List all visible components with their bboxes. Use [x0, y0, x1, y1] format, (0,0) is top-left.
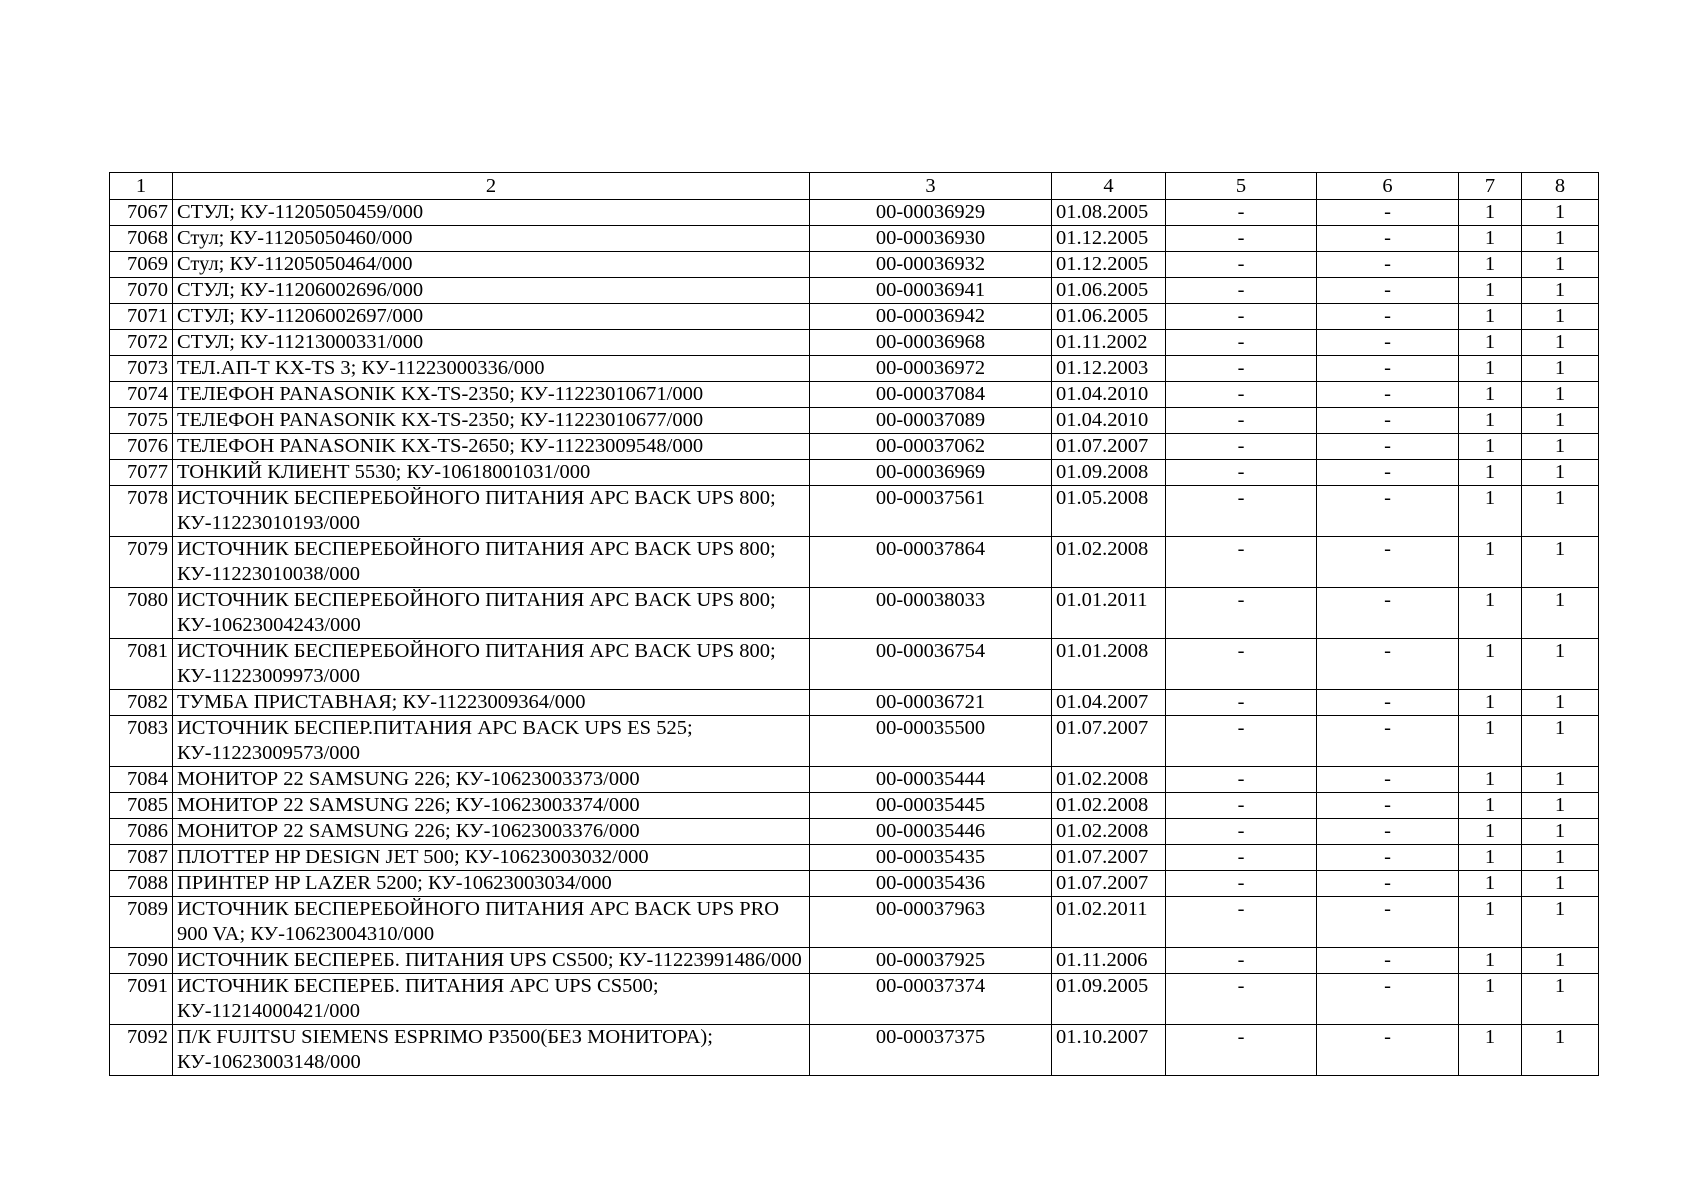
column-5-cell: -: [1166, 252, 1317, 278]
column-8-cell: 1: [1522, 974, 1599, 1025]
table-row: [110, 690, 1599, 716]
column-7-cell: 1: [1459, 486, 1522, 537]
row-number-cell: 7092: [110, 1025, 173, 1076]
column-8-cell: 1: [1522, 356, 1599, 382]
inventory-number-cell: 00-00036754: [810, 639, 1052, 690]
table-row: [110, 588, 1599, 639]
column-5-cell: -: [1166, 871, 1317, 897]
date-cell: 01.06.2005: [1052, 304, 1166, 330]
column-6-cell: -: [1317, 845, 1459, 871]
column-5-cell: -: [1166, 226, 1317, 252]
item-name-cell: МОНИТОР 22 SAMSUNG 226; КУ-10623003373/000: [173, 767, 810, 793]
inventory-number-cell: 00-00036929: [810, 200, 1052, 226]
inventory-number-cell: 00-00035445: [810, 793, 1052, 819]
item-name-cell: ИСТОЧНИК БЕСПЕРЕБОЙНОГО ПИТАНИЯ APC BACK UPS 800; КУ-10623004243/000: [173, 588, 810, 639]
table-row: [110, 845, 1599, 871]
item-name-cell: МОНИТОР 22 SAMSUNG 226; КУ-10623003374/000: [173, 793, 810, 819]
column-6-cell: -: [1317, 1025, 1459, 1076]
column-6-cell: -: [1317, 716, 1459, 767]
row-number-cell: 7068: [110, 226, 173, 252]
column-6-cell: -: [1317, 304, 1459, 330]
header-cell-1: 1: [110, 173, 173, 200]
item-name-cell: П/К FUJITSU SIEMENS ESPRIMO P3500(БЕЗ МОНИТОРА); КУ-10623003148/000: [173, 1025, 810, 1076]
table-row: [110, 200, 1599, 226]
inventory-number-cell: 00-00035500: [810, 716, 1052, 767]
row-number-cell: 7075: [110, 408, 173, 434]
column-8-cell: 1: [1522, 278, 1599, 304]
header-cell-4: 4: [1052, 173, 1166, 200]
table-row: [110, 460, 1599, 486]
row-number-cell: 7078: [110, 486, 173, 537]
column-7-cell: 1: [1459, 690, 1522, 716]
item-name-cell: ТЕЛЕФОН PANASONIK KX-TS-2350; КУ-11223010677/000: [173, 408, 810, 434]
column-5-cell: -: [1166, 304, 1317, 330]
column-5-cell: -: [1166, 1025, 1317, 1076]
date-cell: 01.01.2011: [1052, 588, 1166, 639]
column-6-cell: -: [1317, 974, 1459, 1025]
table-body: [110, 200, 1599, 1076]
item-name-cell: ИСТОЧНИК БЕСПЕРЕБОЙНОГО ПИТАНИЯ APC BACK UPS 800; КУ-11223009973/000: [173, 639, 810, 690]
date-cell: 01.12.2005: [1052, 252, 1166, 278]
date-cell: 01.07.2007: [1052, 716, 1166, 767]
column-7-cell: 1: [1459, 897, 1522, 948]
column-8-cell: 1: [1522, 716, 1599, 767]
column-7-cell: 1: [1459, 537, 1522, 588]
column-8-cell: 1: [1522, 819, 1599, 845]
inventory-number-cell: 00-00037062: [810, 434, 1052, 460]
column-5-cell: -: [1166, 897, 1317, 948]
column-6-cell: -: [1317, 793, 1459, 819]
column-7-cell: 1: [1459, 252, 1522, 278]
column-7-cell: 1: [1459, 716, 1522, 767]
table-row: [110, 252, 1599, 278]
column-6-cell: -: [1317, 819, 1459, 845]
table-row: [110, 226, 1599, 252]
row-number-cell: 7070: [110, 278, 173, 304]
column-6-cell: -: [1317, 226, 1459, 252]
row-number-cell: 7083: [110, 716, 173, 767]
row-number-cell: 7069: [110, 252, 173, 278]
column-5-cell: -: [1166, 588, 1317, 639]
table-row: [110, 767, 1599, 793]
date-cell: 01.07.2007: [1052, 845, 1166, 871]
header-cell-7: 7: [1459, 173, 1522, 200]
date-cell: 01.05.2008: [1052, 486, 1166, 537]
column-6-cell: -: [1317, 948, 1459, 974]
column-6-cell: -: [1317, 486, 1459, 537]
column-7-cell: 1: [1459, 588, 1522, 639]
column-7-cell: 1: [1459, 278, 1522, 304]
column-5-cell: -: [1166, 434, 1317, 460]
column-6-cell: -: [1317, 588, 1459, 639]
date-cell: 01.06.2005: [1052, 278, 1166, 304]
table-row: [110, 434, 1599, 460]
item-name-cell: МОНИТОР 22 SAMSUNG 226; КУ-10623003376/000: [173, 819, 810, 845]
column-6-cell: -: [1317, 278, 1459, 304]
table-row: [110, 716, 1599, 767]
inventory-number-cell: 00-00035436: [810, 871, 1052, 897]
date-cell: 01.11.2006: [1052, 948, 1166, 974]
inventory-number-cell: 00-00037963: [810, 897, 1052, 948]
date-cell: 01.12.2005: [1052, 226, 1166, 252]
column-6-cell: -: [1317, 200, 1459, 226]
table-row: [110, 356, 1599, 382]
column-8-cell: 1: [1522, 537, 1599, 588]
column-6-cell: -: [1317, 330, 1459, 356]
table-row: [110, 278, 1599, 304]
header-cell-2: 2: [173, 173, 810, 200]
row-number-cell: 7086: [110, 819, 173, 845]
column-7-cell: 1: [1459, 974, 1522, 1025]
row-number-cell: 7089: [110, 897, 173, 948]
row-number-cell: 7085: [110, 793, 173, 819]
column-8-cell: 1: [1522, 897, 1599, 948]
item-name-cell: ИСТОЧНИК БЕСПЕРЕБ. ПИТАНИЯ APC UPS CS500; КУ-11214000421/000: [173, 974, 810, 1025]
table-row: [110, 408, 1599, 434]
column-6-cell: -: [1317, 434, 1459, 460]
table-row: [110, 819, 1599, 845]
inventory-number-cell: 00-00036930: [810, 226, 1052, 252]
table-row: [110, 486, 1599, 537]
row-number-cell: 7091: [110, 974, 173, 1025]
inventory-number-cell: 00-00037089: [810, 408, 1052, 434]
inventory-number-cell: 00-00037925: [810, 948, 1052, 974]
column-7-cell: 1: [1459, 382, 1522, 408]
header-cell-8: 8: [1522, 173, 1599, 200]
row-number-cell: 7077: [110, 460, 173, 486]
column-5-cell: -: [1166, 200, 1317, 226]
item-name-cell: ТЕЛ.АП-Т KX-TS 3; КУ-11223000336/000: [173, 356, 810, 382]
date-cell: 01.02.2008: [1052, 767, 1166, 793]
item-name-cell: ТЕЛЕФОН PANASONIK KX-TS-2350; КУ-11223010671/000: [173, 382, 810, 408]
row-number-cell: 7082: [110, 690, 173, 716]
header-cell-5: 5: [1166, 173, 1317, 200]
column-8-cell: 1: [1522, 845, 1599, 871]
table-row: [110, 639, 1599, 690]
column-8-cell: 1: [1522, 588, 1599, 639]
table-row: [110, 537, 1599, 588]
table-header-row: [110, 173, 1599, 200]
inventory-number-cell: 00-00036969: [810, 460, 1052, 486]
column-5-cell: -: [1166, 382, 1317, 408]
row-number-cell: 7072: [110, 330, 173, 356]
column-8-cell: 1: [1522, 304, 1599, 330]
row-number-cell: 7076: [110, 434, 173, 460]
date-cell: 01.02.2008: [1052, 793, 1166, 819]
inventory-number-cell: 00-00035435: [810, 845, 1052, 871]
column-5-cell: -: [1166, 948, 1317, 974]
date-cell: 01.04.2010: [1052, 408, 1166, 434]
date-cell: 01.09.2008: [1052, 460, 1166, 486]
column-6-cell: -: [1317, 460, 1459, 486]
date-cell: 01.02.2008: [1052, 537, 1166, 588]
inventory-number-cell: 00-00036941: [810, 278, 1052, 304]
column-6-cell: -: [1317, 690, 1459, 716]
column-6-cell: -: [1317, 639, 1459, 690]
column-7-cell: 1: [1459, 330, 1522, 356]
column-7-cell: 1: [1459, 767, 1522, 793]
column-7-cell: 1: [1459, 356, 1522, 382]
row-number-cell: 7088: [110, 871, 173, 897]
column-7-cell: 1: [1459, 1025, 1522, 1076]
item-name-cell: ТЕЛЕФОН PANASONIK KX-TS-2650; КУ-11223009548/000: [173, 434, 810, 460]
inventory-number-cell: 00-00037375: [810, 1025, 1052, 1076]
date-cell: 01.11.2002: [1052, 330, 1166, 356]
column-7-cell: 1: [1459, 408, 1522, 434]
column-7-cell: 1: [1459, 948, 1522, 974]
column-6-cell: -: [1317, 408, 1459, 434]
column-8-cell: 1: [1522, 948, 1599, 974]
column-8-cell: 1: [1522, 434, 1599, 460]
column-8-cell: 1: [1522, 871, 1599, 897]
date-cell: 01.01.2008: [1052, 639, 1166, 690]
inventory-number-cell: 00-00037561: [810, 486, 1052, 537]
column-8-cell: 1: [1522, 252, 1599, 278]
table-row: [110, 897, 1599, 948]
item-name-cell: ИСТОЧНИК БЕСПЕРЕБ. ПИТАНИЯ UPS CS500; КУ-11223991486/000: [173, 948, 810, 974]
table-row: [110, 871, 1599, 897]
inventory-number-cell: 00-00037374: [810, 974, 1052, 1025]
date-cell: 01.02.2008: [1052, 819, 1166, 845]
column-7-cell: 1: [1459, 793, 1522, 819]
date-cell: 01.04.2010: [1052, 382, 1166, 408]
column-8-cell: 1: [1522, 200, 1599, 226]
column-6-cell: -: [1317, 382, 1459, 408]
date-cell: 01.08.2005: [1052, 200, 1166, 226]
column-8-cell: 1: [1522, 226, 1599, 252]
item-name-cell: ТУМБА ПРИСТАВНАЯ; КУ-11223009364/000: [173, 690, 810, 716]
row-number-cell: 7087: [110, 845, 173, 871]
column-6-cell: -: [1317, 537, 1459, 588]
column-7-cell: 1: [1459, 639, 1522, 690]
date-cell: 01.07.2007: [1052, 434, 1166, 460]
table-row: [110, 793, 1599, 819]
column-8-cell: 1: [1522, 486, 1599, 537]
item-name-cell: ИСТОЧНИК БЕСПЕРЕБОЙНОГО ПИТАНИЯ APC BACK UPS 800; КУ-11223010038/000: [173, 537, 810, 588]
column-8-cell: 1: [1522, 639, 1599, 690]
item-name-cell: СТУЛ; КУ-11213000331/000: [173, 330, 810, 356]
inventory-number-cell: 00-00036721: [810, 690, 1052, 716]
inventory-number-cell: 00-00038033: [810, 588, 1052, 639]
column-7-cell: 1: [1459, 845, 1522, 871]
column-8-cell: 1: [1522, 382, 1599, 408]
column-7-cell: 1: [1459, 819, 1522, 845]
column-6-cell: -: [1317, 871, 1459, 897]
item-name-cell: ИСТОЧНИК БЕСПЕРЕБОЙНОГО ПИТАНИЯ APC BACK UPS 800; КУ-11223010193/000: [173, 486, 810, 537]
row-number-cell: 7074: [110, 382, 173, 408]
column-6-cell: -: [1317, 356, 1459, 382]
table-row: [110, 1025, 1599, 1076]
column-8-cell: 1: [1522, 690, 1599, 716]
inventory-table: [109, 172, 1599, 1076]
row-number-cell: 7079: [110, 537, 173, 588]
item-name-cell: ИСТОЧНИК БЕСПЕР.ПИТАНИЯ APC BACK UPS ES 525; КУ-11223009573/000: [173, 716, 810, 767]
column-8-cell: 1: [1522, 330, 1599, 356]
row-number-cell: 7084: [110, 767, 173, 793]
item-name-cell: ИСТОЧНИК БЕСПЕРЕБОЙНОГО ПИТАНИЯ APC BACK UPS PRO 900 VA; КУ-10623004310/000: [173, 897, 810, 948]
inventory-number-cell: 00-00036972: [810, 356, 1052, 382]
column-5-cell: -: [1166, 460, 1317, 486]
column-8-cell: 1: [1522, 1025, 1599, 1076]
date-cell: 01.07.2007: [1052, 871, 1166, 897]
column-6-cell: -: [1317, 897, 1459, 948]
column-5-cell: -: [1166, 845, 1317, 871]
inventory-number-cell: 00-00037864: [810, 537, 1052, 588]
row-number-cell: 7067: [110, 200, 173, 226]
column-5-cell: -: [1166, 408, 1317, 434]
item-name-cell: СТУЛ; КУ-11206002697/000: [173, 304, 810, 330]
date-cell: 01.09.2005: [1052, 974, 1166, 1025]
column-5-cell: -: [1166, 330, 1317, 356]
column-7-cell: 1: [1459, 304, 1522, 330]
row-number-cell: 7090: [110, 948, 173, 974]
column-5-cell: -: [1166, 356, 1317, 382]
column-5-cell: -: [1166, 793, 1317, 819]
item-name-cell: ПРИНТЕР HP LAZER 5200; КУ-10623003034/000: [173, 871, 810, 897]
table-row: [110, 330, 1599, 356]
column-8-cell: 1: [1522, 793, 1599, 819]
column-8-cell: 1: [1522, 767, 1599, 793]
inventory-number-cell: 00-00037084: [810, 382, 1052, 408]
column-7-cell: 1: [1459, 434, 1522, 460]
item-name-cell: ПЛОТТЕР HP DESIGN JET 500; КУ-10623003032/000: [173, 845, 810, 871]
table-row: [110, 974, 1599, 1025]
date-cell: 01.04.2007: [1052, 690, 1166, 716]
column-7-cell: 1: [1459, 226, 1522, 252]
inventory-number-cell: 00-00035446: [810, 819, 1052, 845]
table-row: [110, 382, 1599, 408]
header-cell-6: 6: [1317, 173, 1459, 200]
item-name-cell: ТОНКИЙ КЛИЕНТ 5530; КУ-10618001031/000: [173, 460, 810, 486]
column-7-cell: 1: [1459, 871, 1522, 897]
column-5-cell: -: [1166, 767, 1317, 793]
column-5-cell: -: [1166, 278, 1317, 304]
header-cell-3: 3: [810, 173, 1052, 200]
inventory-number-cell: 00-00036932: [810, 252, 1052, 278]
column-7-cell: 1: [1459, 460, 1522, 486]
row-number-cell: 7071: [110, 304, 173, 330]
column-7-cell: 1: [1459, 200, 1522, 226]
column-5-cell: -: [1166, 716, 1317, 767]
date-cell: 01.02.2011: [1052, 897, 1166, 948]
inventory-number-cell: 00-00036942: [810, 304, 1052, 330]
row-number-cell: 7073: [110, 356, 173, 382]
column-8-cell: 1: [1522, 408, 1599, 434]
item-name-cell: СТУЛ; КУ-11205050459/000: [173, 200, 810, 226]
date-cell: 01.10.2007: [1052, 1025, 1166, 1076]
inventory-number-cell: 00-00036968: [810, 330, 1052, 356]
column-5-cell: -: [1166, 690, 1317, 716]
row-number-cell: 7080: [110, 588, 173, 639]
column-8-cell: 1: [1522, 460, 1599, 486]
column-6-cell: -: [1317, 252, 1459, 278]
table-row: [110, 304, 1599, 330]
column-5-cell: -: [1166, 537, 1317, 588]
date-cell: 01.12.2003: [1052, 356, 1166, 382]
column-5-cell: -: [1166, 486, 1317, 537]
row-number-cell: 7081: [110, 639, 173, 690]
inventory-number-cell: 00-00035444: [810, 767, 1052, 793]
item-name-cell: СТУЛ; КУ-11206002696/000: [173, 278, 810, 304]
item-name-cell: Стул; КУ-11205050464/000: [173, 252, 810, 278]
column-5-cell: -: [1166, 819, 1317, 845]
item-name-cell: Стул; КУ-11205050460/000: [173, 226, 810, 252]
table-row: [110, 948, 1599, 974]
column-5-cell: -: [1166, 639, 1317, 690]
column-6-cell: -: [1317, 767, 1459, 793]
column-5-cell: -: [1166, 974, 1317, 1025]
